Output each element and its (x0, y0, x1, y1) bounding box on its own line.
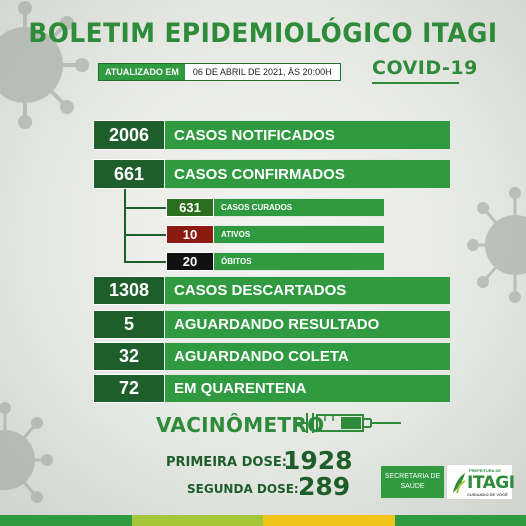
stat-label: CASOS NOTIFICADOS (165, 120, 450, 150)
footer-stripes (0, 515, 526, 526)
stat-value: 20 (166, 252, 214, 271)
segunda-dose-label: SEGUNDA DOSE: (187, 482, 299, 496)
covid-subtitle: COVID-19 (372, 57, 478, 79)
stat-value: 32 (93, 342, 165, 371)
stat-row-aguardando-coleta (93, 342, 450, 371)
updated-at (98, 63, 341, 81)
prefeitura-logo (446, 464, 513, 500)
stat-row-curados (166, 198, 384, 217)
subtitle-underline (372, 82, 459, 84)
tree-connector-obitos (124, 261, 166, 263)
stat-label: EM QUARENTENA (165, 374, 450, 403)
stat-value: 2006 (93, 120, 165, 150)
stripe (263, 515, 395, 526)
stat-row-confirmados (93, 159, 450, 189)
stat-label: AGUARDANDO RESULTADO (165, 310, 450, 339)
primeira-dose-value: 1928 (283, 446, 353, 475)
stat-row-notificados (93, 120, 450, 150)
stat-label: CASOS DESCARTADOS (165, 276, 450, 305)
virus-illustration-right (460, 180, 526, 310)
stripe (395, 515, 526, 526)
logo-tagline: CUIDANDO DE VOCÊ (467, 492, 508, 497)
secretaria-line1: SECRETARIA DE (384, 473, 441, 480)
stat-row-aguardando-resultado (93, 310, 450, 339)
stat-row-quarentena (93, 374, 450, 403)
secretaria-saude-badge (381, 466, 444, 498)
tree-connector-curados (124, 207, 166, 209)
stat-row-ativos (166, 225, 384, 244)
logo-name: ITAGI (467, 473, 515, 493)
stat-label: AGUARDANDO COLETA (165, 342, 450, 371)
stat-row-obitos (166, 252, 384, 271)
stat-value: 5 (93, 310, 165, 339)
segunda-dose-value: 289 (298, 472, 351, 501)
page-title: BOLETIM EPIDEMIOLÓGICO ITAGI (28, 18, 498, 49)
syringe-icon (293, 407, 403, 439)
stat-value: 72 (93, 374, 165, 403)
logo-leaf-icon (451, 471, 467, 495)
stat-label: ÓBITOS (214, 252, 384, 271)
vacinometro-title: VACINÔMETRO (156, 413, 325, 437)
updated-value: 06 DE ABRIL DE 2021, ÀS 20:00H (185, 64, 340, 80)
stat-label: CASOS CONFIRMADOS (165, 159, 450, 189)
secretaria-line2: SAÚDE (400, 483, 425, 490)
tree-connector-ativos (124, 234, 166, 236)
updated-label: ATUALIZADO EM (99, 64, 185, 80)
stripe (132, 515, 264, 526)
tree-connector-vertical (124, 189, 126, 262)
stat-value: 631 (166, 198, 214, 217)
stripe (0, 515, 132, 526)
primeira-dose-label: PRIMEIRA DOSE: (166, 455, 287, 470)
logo-prefeitura-text: PREFEITURA DE (469, 468, 502, 473)
stat-label: ATIVOS (214, 225, 384, 244)
stat-label: CASOS CURADOS (214, 198, 384, 217)
stat-value: 10 (166, 225, 214, 244)
stat-row-descartados (93, 276, 450, 305)
stat-value: 1308 (93, 276, 165, 305)
virus-illustration-bottom-left (0, 400, 60, 520)
stat-value: 661 (93, 159, 165, 189)
